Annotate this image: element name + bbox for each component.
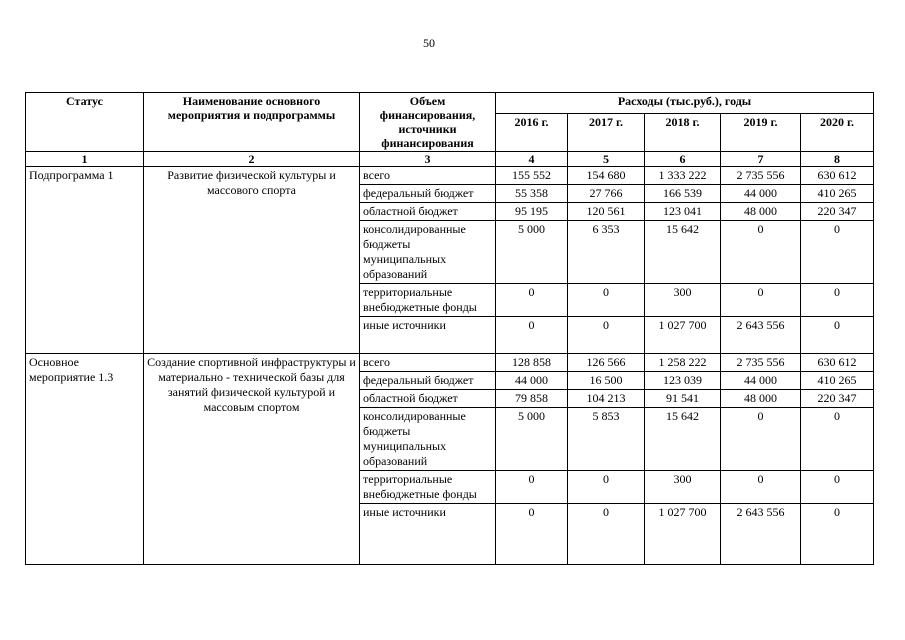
amount-cell: 15 642 (645, 221, 721, 284)
amount-cell: 155 552 (496, 167, 568, 185)
amount-cell: 220 347 (801, 203, 874, 221)
amount-cell: 123 041 (645, 203, 721, 221)
table-row (26, 167, 874, 185)
amount-cell: 2 643 556 (721, 317, 801, 354)
amount-cell: 154 680 (568, 167, 645, 185)
amount-cell: 220 347 (801, 390, 874, 408)
funding-source-cell: консолидированные бюджеты муниципальных образований (360, 408, 496, 471)
table-row (26, 354, 874, 372)
status-cell: Подпрограмма 1 (26, 167, 144, 354)
col-number: 5 (568, 152, 645, 167)
status-cell: Основное мероприятие 1.3 (26, 354, 144, 565)
program-name-cell: Развитие физической культуры и массового спорта (144, 167, 360, 354)
funding-source-cell: территориальные внебюджетные фонды (360, 471, 496, 504)
column-number-row (26, 152, 874, 167)
col-number: 4 (496, 152, 568, 167)
amount-cell: 2 643 556 (721, 504, 801, 565)
amount-cell: 15 642 (645, 408, 721, 471)
funding-source-cell: иные источники (360, 504, 496, 565)
amount-cell: 48 000 (721, 203, 801, 221)
program-name-cell: Создание спортивной инфраструктуры и материально - технической базы для занятий физической культурой и массовым спортом (144, 354, 360, 565)
amount-cell: 44 000 (721, 185, 801, 203)
amount-cell: 0 (496, 317, 568, 354)
amount-cell: 95 195 (496, 203, 568, 221)
amount-cell: 0 (801, 284, 874, 317)
amount-cell: 6 353 (568, 221, 645, 284)
header-year-2016: 2016 г. (496, 114, 568, 152)
funding-source-cell: областной бюджет (360, 390, 496, 408)
header-year-2018: 2018 г. (645, 114, 721, 152)
header-year-2017: 2017 г. (568, 114, 645, 152)
budget-table (25, 92, 874, 565)
header-status: Статус (26, 93, 144, 152)
amount-cell: 0 (568, 471, 645, 504)
amount-cell: 44 000 (721, 372, 801, 390)
amount-cell: 0 (801, 471, 874, 504)
header-volume: Объем финансирования, источники финансирования (360, 93, 496, 152)
amount-cell: 0 (496, 284, 568, 317)
amount-cell: 0 (496, 471, 568, 504)
amount-cell: 410 265 (801, 185, 874, 203)
amount-cell: 2 735 556 (721, 167, 801, 185)
header-year-2020: 2020 г. (801, 114, 874, 152)
amount-cell: 630 612 (801, 354, 874, 372)
amount-cell: 0 (801, 317, 874, 354)
amount-cell: 1 027 700 (645, 504, 721, 565)
amount-cell: 104 213 (568, 390, 645, 408)
amount-cell: 5 853 (568, 408, 645, 471)
funding-source-cell: территориальные внебюджетные фонды (360, 284, 496, 317)
amount-cell: 0 (721, 471, 801, 504)
amount-cell: 1 333 222 (645, 167, 721, 185)
amount-cell: 0 (568, 284, 645, 317)
amount-cell: 91 541 (645, 390, 721, 408)
col-number: 7 (721, 152, 801, 167)
col-number: 2 (144, 152, 360, 167)
col-number: 8 (801, 152, 874, 167)
funding-source-cell: консолидированные бюджеты муниципальных образований (360, 221, 496, 284)
amount-cell: 120 561 (568, 203, 645, 221)
header-name: Наименование основного мероприятия и подпрограммы (144, 93, 360, 152)
amount-cell: 0 (801, 504, 874, 565)
amount-cell: 0 (568, 504, 645, 565)
header-row (26, 93, 874, 114)
amount-cell: 5 000 (496, 221, 568, 284)
amount-cell: 0 (496, 504, 568, 565)
amount-cell: 166 539 (645, 185, 721, 203)
funding-source-cell: всего (360, 354, 496, 372)
funding-source-cell: всего (360, 167, 496, 185)
amount-cell: 1 027 700 (645, 317, 721, 354)
amount-cell: 2 735 556 (721, 354, 801, 372)
funding-source-cell: иные источники (360, 317, 496, 354)
amount-cell: 79 858 (496, 390, 568, 408)
amount-cell: 55 358 (496, 185, 568, 203)
amount-cell: 27 766 (568, 185, 645, 203)
amount-cell: 16 500 (568, 372, 645, 390)
amount-cell: 1 258 222 (645, 354, 721, 372)
amount-cell: 0 (721, 221, 801, 284)
page-number: 50 (423, 36, 435, 50)
amount-cell: 410 265 (801, 372, 874, 390)
funding-source-cell: федеральный бюджет (360, 372, 496, 390)
header-expenses: Расходы (тыс.руб.), годы (496, 93, 874, 114)
col-number: 1 (26, 152, 144, 167)
funding-source-cell: федеральный бюджет (360, 185, 496, 203)
col-number: 3 (360, 152, 496, 167)
amount-cell: 0 (721, 284, 801, 317)
amount-cell: 126 566 (568, 354, 645, 372)
amount-cell: 123 039 (645, 372, 721, 390)
amount-cell: 0 (568, 317, 645, 354)
amount-cell: 0 (801, 408, 874, 471)
col-number: 6 (645, 152, 721, 167)
header-year-2019: 2019 г. (721, 114, 801, 152)
amount-cell: 0 (801, 221, 874, 284)
amount-cell: 48 000 (721, 390, 801, 408)
amount-cell: 300 (645, 284, 721, 317)
amount-cell: 5 000 (496, 408, 568, 471)
amount-cell: 44 000 (496, 372, 568, 390)
amount-cell: 128 858 (496, 354, 568, 372)
funding-source-cell: областной бюджет (360, 203, 496, 221)
amount-cell: 300 (645, 471, 721, 504)
amount-cell: 0 (721, 408, 801, 471)
amount-cell: 630 612 (801, 167, 874, 185)
